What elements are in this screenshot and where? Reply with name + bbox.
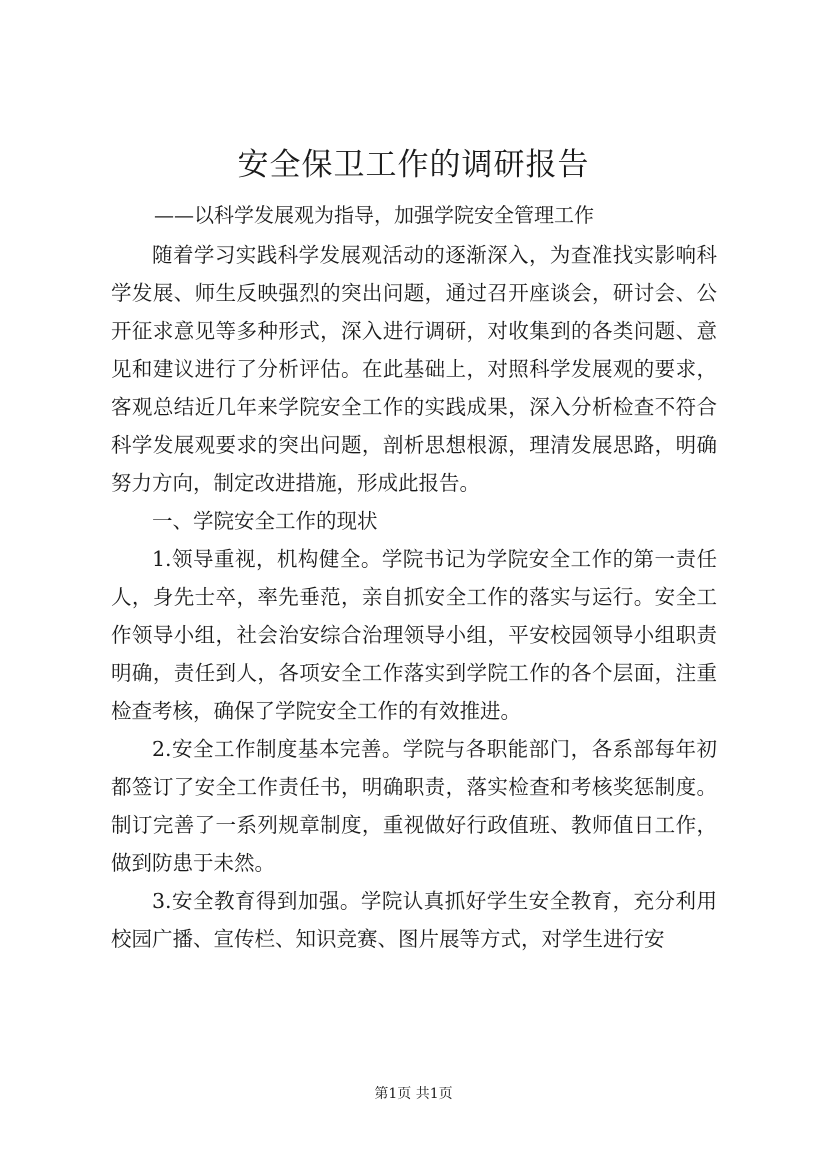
document-body (111, 236, 717, 958)
document-title: 安全保卫工作的调研报告 (237, 147, 590, 183)
document-subtitle: ——以科学发展观为指导，加强学院安全管理工作 (154, 203, 594, 227)
point-2-paragraph: 2.安全工作制度基本完善。学院与各职能部门，各系部每年初都签订了安全工作责任书，明确职责，落实检查和考核奖惩制度。制订完善了一系列规章制度，重视做好行政值班、教师值日工作，做到防患于未然。 (111, 737, 717, 875)
intro-paragraph: 随着学习实践科学发展观活动的逐渐深入，为查准找实影响科学发展、师生反映强烈的突出问题，通过召开座谈会，研讨会、公开征求意见等多种形式，深入进行调研，对收集到的各类问题、意见和建议进行了分析评估。在此基础上，对照科学发展观的要求，客观总结近几年来学院安全工作的实践成果，深入分析检查不符合科学发展观要求的突出问题，剖析思想根源，理清发展思路，明确努力方向，制定改进措施，形成此报告。 (111, 243, 717, 495)
point-1-paragraph: 1.领导重视，机构健全。学院书记为学院安全工作的第一责任人，身先士卒，率先垂范，亲自抓安全工作的落实与运行。安全工作领导小组，社会治安综合治理领导小组，平安校园领导小组职责明确，责任到人，各项安全工作落实到学院工作的各个层面，注重检查考核，确保了学院安全工作的有效推进。 (111, 547, 717, 723)
point-3-paragraph: 3.安全教育得到加强。学院认真抓好学生安全教育，充分利用校园广播、宣传栏、知识竞赛、图片展等方式，对学生进行安 (111, 889, 717, 951)
section-heading: 一、学院安全工作的现状 (152, 509, 378, 533)
page-footer: 第1页 共1页 (374, 1086, 453, 1102)
